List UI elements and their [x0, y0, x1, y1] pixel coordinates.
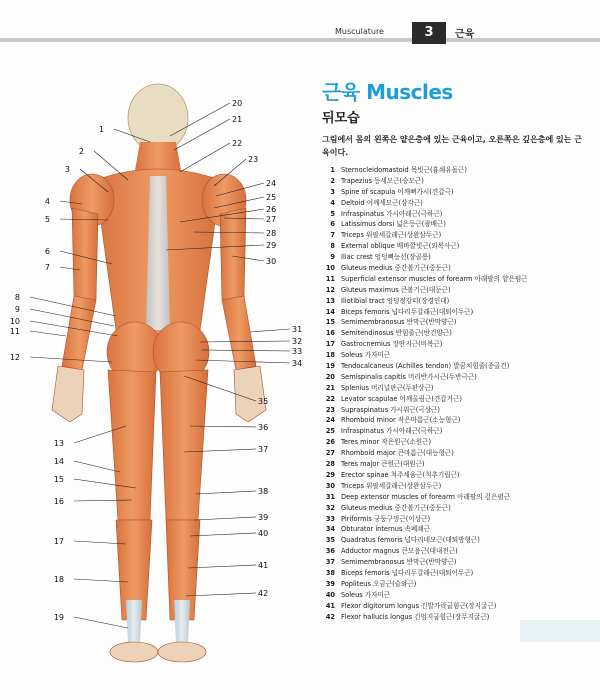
legend-number: 11	[325, 274, 335, 283]
legend-item	[320, 492, 580, 503]
legend-item	[320, 568, 580, 579]
legend-item	[320, 503, 580, 514]
legend-text: Adductor magnus 큰모음근(대내전근)	[341, 547, 458, 556]
legend-text: Semitendinosus 반힘줄근(반건양근)	[341, 329, 452, 338]
callout-number: 11	[9, 327, 20, 336]
callout-number: 19	[53, 613, 64, 622]
legend-text: Latissimus dorsi 넓은등근(광배근)	[341, 220, 446, 229]
legend-number: 10	[325, 264, 335, 273]
legend-text: Rhomboid minor 작은마름근(소능형근)	[341, 416, 461, 425]
legend-text: Iliotibial tract 엉덩정강띠(장경인대)	[341, 296, 450, 305]
callout-leader-line	[188, 565, 256, 568]
callout-leader-line	[196, 491, 256, 494]
legend-item	[320, 437, 580, 448]
legend-number: 15	[325, 318, 335, 327]
legend-item	[320, 219, 580, 230]
legend-number: 41	[325, 601, 335, 610]
legend-item	[320, 350, 580, 361]
callout-number: 24	[266, 179, 277, 188]
legend-text: Quadratus femoris 넙다리네모근(대퇴방형근)	[341, 536, 480, 545]
legend-item	[320, 514, 580, 525]
legend-text: Superficial extensor muscles of forearm 아래팔의 얕은펌근	[341, 274, 528, 283]
legend-number: 32	[325, 503, 335, 512]
callout-number: 28	[266, 229, 277, 238]
chapter-number-badge: 3	[412, 22, 446, 44]
legend-item	[320, 383, 580, 394]
callout-number: 30	[266, 257, 277, 266]
legend-number: 4	[330, 198, 335, 207]
legend-text: Rhomboid major 큰마름근(대능형근)	[341, 449, 454, 458]
callout-number: 9	[14, 305, 20, 314]
legend-item	[320, 209, 580, 220]
legend-text: Gluteus medius 중간볼기근(중둔근)	[341, 503, 451, 512]
legend-text: Biceps femoris 넙다리두갈래근(대퇴이두근)	[341, 568, 474, 577]
callout-number: 37	[258, 445, 269, 454]
callout-leader-line	[186, 593, 256, 596]
legend-number: 28	[325, 460, 335, 469]
legend-number: 35	[325, 536, 335, 545]
legend-number: 1	[330, 166, 335, 174]
legend-number: 16	[325, 329, 335, 338]
body-silhouette	[52, 84, 269, 662]
legend-number: 30	[325, 481, 335, 490]
callout-number: 29	[266, 241, 277, 250]
legend-text: Soleus 가자미근	[341, 351, 391, 360]
callout-number: 10	[9, 317, 20, 326]
header-chapter-title: 근육	[455, 29, 475, 40]
legend-number: 29	[325, 470, 335, 479]
callout-leader-line	[250, 329, 290, 332]
callout-number: 17	[53, 537, 64, 546]
legend-number: 21	[325, 383, 335, 392]
legend-text: Gastrocnemius 장딴지근(비복근)	[341, 340, 443, 349]
legend-item	[320, 317, 580, 328]
legend-item	[320, 579, 580, 590]
legend-item	[320, 426, 580, 437]
legend-item	[320, 481, 580, 492]
callout-number: 35	[258, 397, 269, 406]
legend-item	[320, 230, 580, 241]
callout-number: 36	[258, 423, 269, 432]
legend-item	[320, 176, 580, 187]
legend-number: 19	[325, 362, 335, 371]
legend-number: 23	[325, 405, 335, 414]
legend-text: Supraspinatus 가시위근(극상근)	[341, 405, 441, 414]
legend-text: Triceps 위팔세갈래근(상완삼두근)	[341, 231, 442, 240]
legend-text: Spine of scapula 어깨뼈가시(견갑극)	[341, 187, 454, 196]
callout-number: 5	[44, 215, 50, 224]
legend-item	[320, 252, 580, 263]
legend-item	[320, 470, 580, 481]
callout-number: 8	[14, 293, 20, 302]
legend-item	[320, 296, 580, 307]
legend-number: 20	[325, 372, 335, 381]
legend-number: 31	[325, 492, 335, 501]
legend-text: Erector spinae 척주세움근(척추기립근)	[341, 470, 460, 479]
legend-item	[320, 165, 580, 176]
legend-text: Triceps 위팔세갈래근(상완삼두근)	[341, 481, 442, 490]
callout-number: 18	[53, 575, 64, 584]
legend-text: Semimembranosus 반막근(반막양근)	[341, 558, 457, 567]
legend-number: 3	[330, 187, 335, 196]
callout-number: 23	[248, 155, 259, 164]
legend-number: 38	[325, 568, 335, 577]
side-tab-decoration	[520, 620, 600, 642]
callout-number: 3	[64, 165, 70, 174]
legend-item	[320, 546, 580, 557]
legend-number: 6	[330, 220, 335, 229]
legend-number: 33	[325, 514, 335, 523]
legend-text: Iliac crest 엉덩뼈능선(장골릉)	[341, 253, 431, 262]
legend-text: Teres minor 작은원근(소원근)	[341, 438, 432, 447]
legend-number: 2	[330, 176, 335, 185]
legend-text: Semimembranosus 반막근(반막양근)	[341, 318, 457, 327]
legend-number: 37	[325, 558, 335, 567]
callout-number: 13	[53, 439, 64, 448]
legend-item	[320, 263, 580, 274]
legend-text: Obturator internus 속폐쇄근	[341, 525, 430, 534]
intro-text: 그림에서 몸의 왼쪽은 얕은층에 있는 근육이고, 오른쪽은 깊은층에 있는 근육이다.	[322, 135, 582, 157]
callout-leader-line	[74, 461, 120, 472]
callout-leader-line	[194, 517, 256, 520]
legend-text: Semispinalis capitis 머리반가시근(두반극근)	[341, 372, 477, 381]
legend-text: Gluteus maximus 큰볼기근(대둔근)	[341, 285, 451, 294]
callout-number: 41	[258, 561, 269, 570]
muscle-legend-list	[320, 165, 580, 622]
posterior-muscle-figure	[0, 80, 310, 690]
callout-number: 14	[53, 457, 64, 466]
legend-item	[320, 372, 580, 383]
callout-number: 21	[232, 115, 243, 124]
callout-number: 33	[292, 347, 303, 356]
legend-item	[320, 524, 580, 535]
callout-leader-line	[74, 617, 128, 628]
legend-text: Popliteus 오금근(슬와근)	[341, 579, 417, 588]
legend-text: Sternocleidomastoid 목빗근(흉쇄유돌근)	[341, 166, 467, 174]
legend-number: 13	[325, 296, 335, 305]
legend-number: 14	[325, 307, 335, 316]
legend-number: 40	[325, 590, 335, 599]
callout-number: 15	[53, 475, 64, 484]
legend-text: Splenius 머리널판근(두판상근)	[341, 383, 434, 392]
legend-text: Deltoid 어깨세모근(삼각근)	[341, 198, 423, 207]
legend-item	[320, 535, 580, 546]
legend-number: 12	[325, 285, 335, 294]
callout-number: 26	[266, 205, 277, 214]
legend-item	[320, 339, 580, 350]
legend-text: Levator scapulae 어깨올림근(견갑거근)	[341, 394, 462, 403]
callout-number: 25	[266, 193, 277, 202]
callout-number: 40	[258, 529, 269, 538]
legend-text: Trapezius 등세모근(승모근)	[341, 176, 424, 185]
legend-item	[320, 590, 580, 601]
legend-number: 26	[325, 438, 335, 447]
callout-number: 7	[44, 263, 50, 272]
legend-item	[320, 601, 580, 612]
legend-number: 5	[330, 209, 335, 218]
legend-item	[320, 459, 580, 470]
legend-text: Biceps femoris 넙다리두갈래근(대퇴이두근)	[341, 307, 474, 316]
legend-item	[320, 557, 580, 568]
callout-leader-line	[190, 533, 256, 536]
legend-number: 8	[330, 242, 335, 251]
legend-item	[320, 285, 580, 296]
legend-item	[320, 198, 580, 209]
legend-item	[320, 405, 580, 416]
header-rule	[0, 38, 600, 42]
legend-text: Tendocalcaneus (Achilles tendon) 발꿈치힘줄(종골건)	[341, 362, 510, 371]
legend-item	[320, 394, 580, 405]
legend-number: 36	[325, 547, 335, 556]
header-section-label: Musculature	[335, 27, 384, 36]
callout-number: 42	[258, 589, 269, 598]
legend-item	[320, 274, 580, 285]
callout-leader-line	[30, 331, 66, 336]
legend-number: 9	[330, 253, 335, 262]
callout-number: 32	[292, 337, 303, 346]
callout-number: 39	[258, 513, 269, 522]
legend-item	[320, 328, 580, 339]
legend-item	[320, 361, 580, 372]
callout-number: 27	[266, 215, 277, 224]
callout-number: 12	[9, 353, 20, 362]
legend-number: 22	[325, 394, 335, 403]
callout-leader-line	[180, 143, 230, 172]
legend-number: 39	[325, 579, 335, 588]
legend-item	[320, 241, 580, 252]
legend-number: 24	[325, 416, 335, 425]
callout-number: 1	[98, 125, 104, 134]
legend-text: Teres major 큰원근(대원근)	[341, 460, 425, 469]
legend-text: Gluteus medius 중간볼기근(중둔근)	[341, 264, 451, 273]
legend-text: Piriformis 궁둥구멍근(이상근)	[341, 514, 431, 523]
legend-text: Infraspinatus 가시아래근(극하근)	[341, 427, 443, 436]
callout-number: 22	[232, 139, 243, 148]
callout-number: 4	[44, 197, 50, 206]
legend-text: Flexor digitorum longus 긴발가락굽힘근(장지굴근)	[341, 601, 497, 610]
callout-number: 6	[44, 247, 50, 256]
legend-item	[320, 187, 580, 198]
legend-text: Deep extensor muscles of forearm 아래팔의 깊은펌근	[341, 492, 511, 501]
legend-text: Flexor hallucis longus 긴엄지굽힘근(장무지굴근)	[341, 612, 490, 621]
callout-number: 34	[292, 359, 303, 368]
legend-text: Infraspinatus 가시아래근(극하근)	[341, 209, 443, 218]
page-title: 근육 Muscles	[322, 80, 453, 104]
callout-number: 2	[78, 147, 84, 156]
legend-number: 25	[325, 427, 335, 436]
callout-number: 16	[53, 497, 64, 506]
legend-number: 7	[330, 231, 335, 240]
legend-item	[320, 415, 580, 426]
callout-number: 20	[232, 99, 243, 108]
callout-number: 31	[292, 325, 303, 334]
legend-number: 18	[325, 351, 335, 360]
legend-text: External oblique 배바깥빗근(외복사근)	[341, 242, 460, 251]
callout-number: 38	[258, 487, 269, 496]
legend-number: 42	[325, 612, 335, 621]
legend-number: 34	[325, 525, 335, 534]
legend-text: Soleus 가자미근	[341, 590, 391, 599]
legend-item	[320, 307, 580, 318]
page-subtitle: 뒤모습	[322, 111, 360, 126]
legend-number: 27	[325, 449, 335, 458]
legend-number: 17	[325, 340, 335, 349]
legend-item	[320, 448, 580, 459]
